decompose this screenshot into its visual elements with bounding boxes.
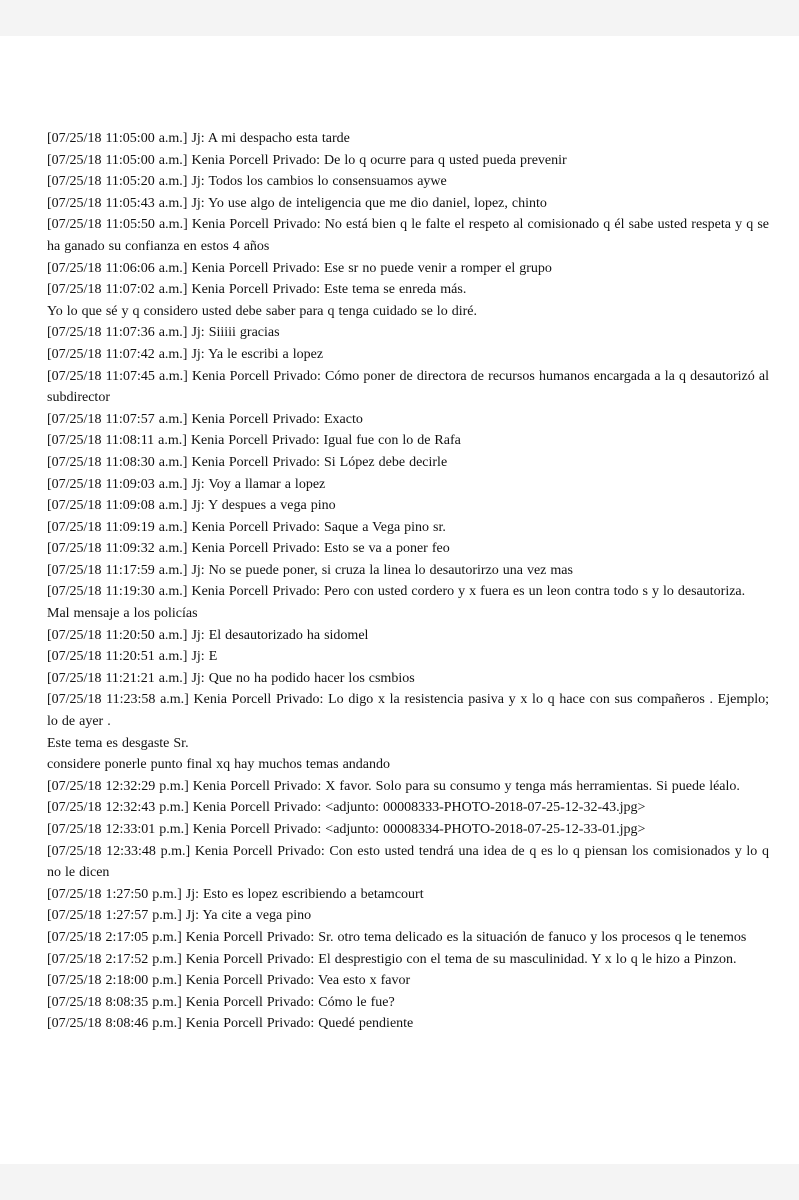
chat-line: [07/25/18 11:08:11 a.m.] Kenia Porcell Privado: Igual fue con lo de Rafa bbox=[47, 433, 461, 449]
chat-line: [07/25/18 11:05:00 a.m.] Kenia Porcell Privado: De lo q ocurre para q usted pueda prevenir bbox=[47, 152, 567, 168]
chat-line: [07/25/18 12:33:01 p.m.] Kenia Porcell Privado: <adjunto: 00008334-PHOTO-2018-07-25-12-33-01.jpg> bbox=[47, 822, 646, 837]
chat-line: [07/25/18 11:07:02 a.m.] Kenia Porcell Privado: Este tema se enreda más. bbox=[47, 282, 467, 298]
chat-line: [07/25/18 2:18:00 p.m.] Kenia Porcell Privado: Vea esto x favor bbox=[47, 973, 411, 989]
chat-line: [07/25/18 12:33:48 p.m.] Kenia Porcell Privado: Con esto usted tendrá una idea de q es lo q piensan los comisionados y lo q no le dicen bbox=[47, 843, 769, 881]
chat-line: [07/25/18 11:05:50 a.m.] Kenia Porcell Privado: No está bien q le falte el respeto al comisionado q él sabe usted respeta y q se ha ganado su confianza en estos 4 años bbox=[47, 217, 769, 254]
chat-transcript bbox=[47, 128, 769, 1035]
chat-line: [07/25/18 11:09:03 a.m.] Jj: Voy a llamar a lopez bbox=[47, 476, 326, 492]
chat-line: [07/25/18 12:32:43 p.m.] Kenia Porcell Privado: <adjunto: 00008333-PHOTO-2018-07-25-12-32-43.jpg> bbox=[47, 800, 646, 816]
chat-line: [07/25/18 2:17:52 p.m.] Kenia Porcell Privado: El desprestigio con el tema de su masculinidad. Y x lo q le hizo a Pinzon. bbox=[47, 951, 737, 967]
document-page bbox=[0, 36, 799, 1164]
chat-line: Yo lo que sé y q considero usted debe saber para q tenga cuidado se lo diré. bbox=[47, 303, 477, 319]
chat-line: [07/25/18 11:23:58 a.m.] Kenia Porcell Privado: Lo digo x la resistencia pasiva y x lo q hace con sus compañeros . Ejemplo; lo de ayer . bbox=[47, 692, 769, 730]
chat-line: [07/25/18 2:17:05 p.m.] Kenia Porcell Privado: Sr. otro tema delicado es la situación de fanuco y los procesos q le tenemos bbox=[47, 929, 747, 945]
chat-line: considere ponerle punto final xq hay muchos temas andando bbox=[47, 757, 391, 773]
chat-line: [07/25/18 11:20:50 a.m.] Jj: El desautorizado ha sidomel bbox=[47, 627, 369, 643]
chat-line: [07/25/18 11:05:20 a.m.] Jj: Todos los cambios lo consensuamos aywe bbox=[47, 174, 447, 190]
chat-line: [07/25/18 12:32:29 p.m.] Kenia Porcell Privado: X favor. Solo para su consumo y tenga más herramientas. Si puede léalo. bbox=[47, 778, 740, 794]
chat-line: [07/25/18 11:20:51 a.m.] Jj: E bbox=[47, 649, 218, 665]
chat-line: [07/25/18 11:07:42 a.m.] Jj: Ya le escribi a lopez bbox=[47, 346, 324, 362]
chat-line: [07/25/18 11:09:08 a.m.] Jj: Y despues a vega pino bbox=[47, 498, 336, 514]
chat-line: [07/25/18 11:08:30 a.m.] Kenia Porcell Privado: Si López debe decirle bbox=[47, 454, 448, 470]
top-margin bbox=[0, 0, 799, 36]
bottom-margin bbox=[0, 1164, 799, 1200]
chat-line: Este tema es desgaste Sr. bbox=[47, 735, 189, 751]
chat-line: [07/25/18 11:07:45 a.m.] Kenia Porcell Privado: Cómo poner de directora de recursos humanos encargada a la q desautorizó al subdirector bbox=[47, 368, 769, 406]
chat-line: [07/25/18 1:27:57 p.m.] Jj: Ya cite a vega pino bbox=[47, 908, 312, 924]
chat-line: [07/25/18 1:27:50 p.m.] Jj: Esto es lopez escribiendo a betamcourt bbox=[47, 886, 424, 902]
chat-line: [07/25/18 11:21:21 a.m.] Jj: Que no ha podido hacer los csmbios bbox=[47, 670, 415, 686]
chat-line: [07/25/18 11:17:59 a.m.] Jj: No se puede poner, si cruza la linea lo desautorirzo una vez mas bbox=[47, 562, 573, 578]
chat-line: [07/25/18 8:08:35 p.m.] Kenia Porcell Privado: Cómo le fue? bbox=[47, 994, 395, 1010]
chat-line: [07/25/18 11:09:32 a.m.] Kenia Porcell Privado: Esto se va a poner feo bbox=[47, 541, 450, 557]
chat-line: [07/25/18 11:07:57 a.m.] Kenia Porcell Privado: Exacto bbox=[47, 411, 363, 427]
chat-line: [07/25/18 11:05:00 a.m.] Jj: A mi despacho esta tarde bbox=[47, 131, 350, 146]
chat-line: [07/25/18 11:09:19 a.m.] Kenia Porcell Privado: Saque a Vega pino sr. bbox=[47, 519, 446, 535]
chat-line: [07/25/18 11:19:30 a.m.] Kenia Porcell Privado: Pero con usted cordero y x fuera es un leon contra todo s y lo desautoriza. bbox=[47, 584, 746, 600]
chat-line: [07/25/18 11:05:43 a.m.] Jj: Yo use algo de inteligencia que me dio daniel, lopez, chinto bbox=[47, 195, 547, 211]
chat-line: [07/25/18 11:06:06 a.m.] Kenia Porcell Privado: Ese sr no puede venir a romper el grupo bbox=[47, 260, 552, 276]
chat-line: [07/25/18 8:08:46 p.m.] Kenia Porcell Privado: Quedé pendiente bbox=[47, 1016, 414, 1032]
chat-line: [07/25/18 11:07:36 a.m.] Jj: Siiiii gracias bbox=[47, 325, 280, 341]
chat-line: Mal mensaje a los policías bbox=[47, 606, 198, 622]
